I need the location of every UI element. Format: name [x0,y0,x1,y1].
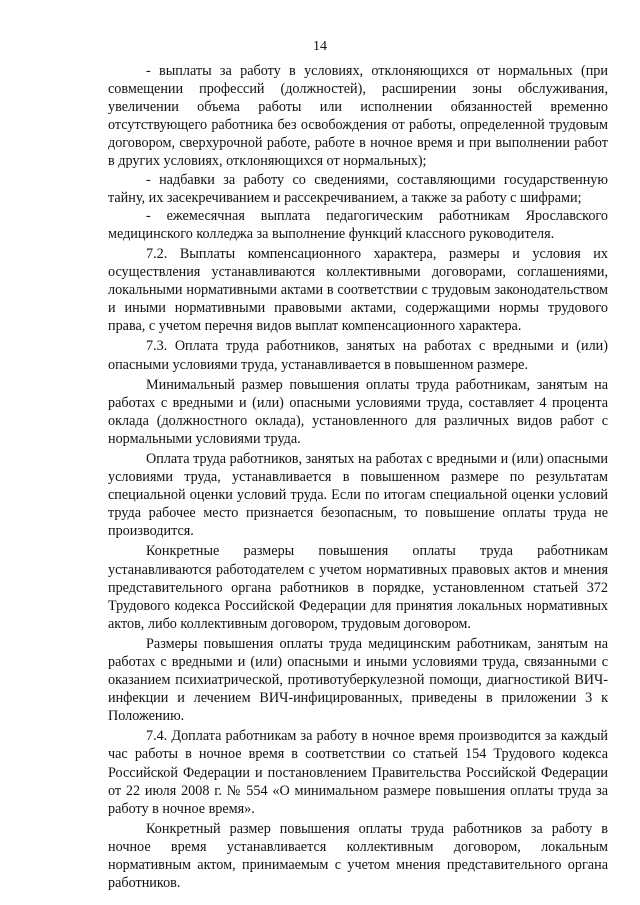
page-number: 14 [313,39,327,54]
paragraph-overtime-payments: - выплаты за работу в условиях, отклоняющихся от нормальных (при совмещении профессий (должностей), расширении зоны обслуживания, увеличении объема работы или исполнении обязанностей временно отсутствующего работника без освобождения от работы, определенной трудовым договором, сверхурочной работе, работе в ночное время и при выполнении работ в других условиях, отклоняющихся от нормальных); [108,63,608,170]
paragraph-7-3: 7.3. Оплата труда работников, занятых на работах с вредными и (или) опасными условиями труда, устанавливается в повышенном размере. [108,338,608,373]
paragraph-state-secret-allowance: - надбавки за работу со сведениями, составляющими государственную тайну, их засекречиванием и рассекречиванием, а также за работу с шифрами; [108,171,608,206]
paragraph-class-teacher-payment: - ежемесячная выплата педагогическим работникам Ярославского медицинского колледжа за выполнение функций классного руководителя. [108,207,608,242]
paragraph-7-2: 7.2. Выплаты компенсационного характера, размеры и условия их осуществления устанавливаются коллективными договорами, соглашениями, локальными нормативными актами в соответствии с трудовым законодательством и иными нормативными правовыми актами, содержащими нормы трудового права, с учетом перечня видов выплат компенсационного характера. [108,245,608,335]
paragraph-special-assessment: Оплата труда работников, занятых на работах с вредными и (или) опасными условиями труда, устанавливается в повышенном размере по результатам специальной оценки условий труда. Если по итогам специальной оценки условий труда рабочее место признается безопасным, то повышение оплаты труда не производится. [108,450,608,540]
paragraph-medical-workers: Размеры повышения оплаты труда медицинским работникам, занятым на работах с вредными и (или) опасными и иными условиями труда, связанными с оказанием психиатрической, противотуберкулезной помощи, диагностикой ВИЧ-инфекции и лечением ВИЧ-инфицированных, приведены в приложении 3 к Положению. [108,635,608,725]
paragraph-night-work-increase: Конкретный размер повышения оплаты труда работников за работу в ночное время устанавливается коллективным договором, локальным нормативным актом, принимаемым с учетом мнения представительного органа работников. [108,820,608,892]
paragraph-minimum-increase: Минимальный размер повышения оплаты труда работникам, занятым на работах с вредными и (или) опасными условиями труда, составляет 4 процента оклада (должностного оклада), установленного для различных видов работ с нормальными условиями труда. [108,376,608,447]
document-body [108,62,608,892]
paragraph-specific-increase: Конкретные размеры повышения оплаты труда работникам устанавливаются работодателем с учетом нормативных правовых актов и мнения представительного органа работников в порядке, установленном статьей 372 Трудового кодекса Российской Федерации для принятия локальных нормативных актов, либо коллективным договором, трудовым договором. [108,543,608,632]
paragraph-7-4: 7.4. Доплата работникам за работу в ночное время производится за каждый час работы в ночное время в соответствии со статьей 154 Трудового кодекса Российской Федерации и постановлением Правительства Российской Федерации от 22 июля 2008 г. № 554 «О минимальном размере повышения оплаты труда за работу в ночное время». [108,728,608,817]
